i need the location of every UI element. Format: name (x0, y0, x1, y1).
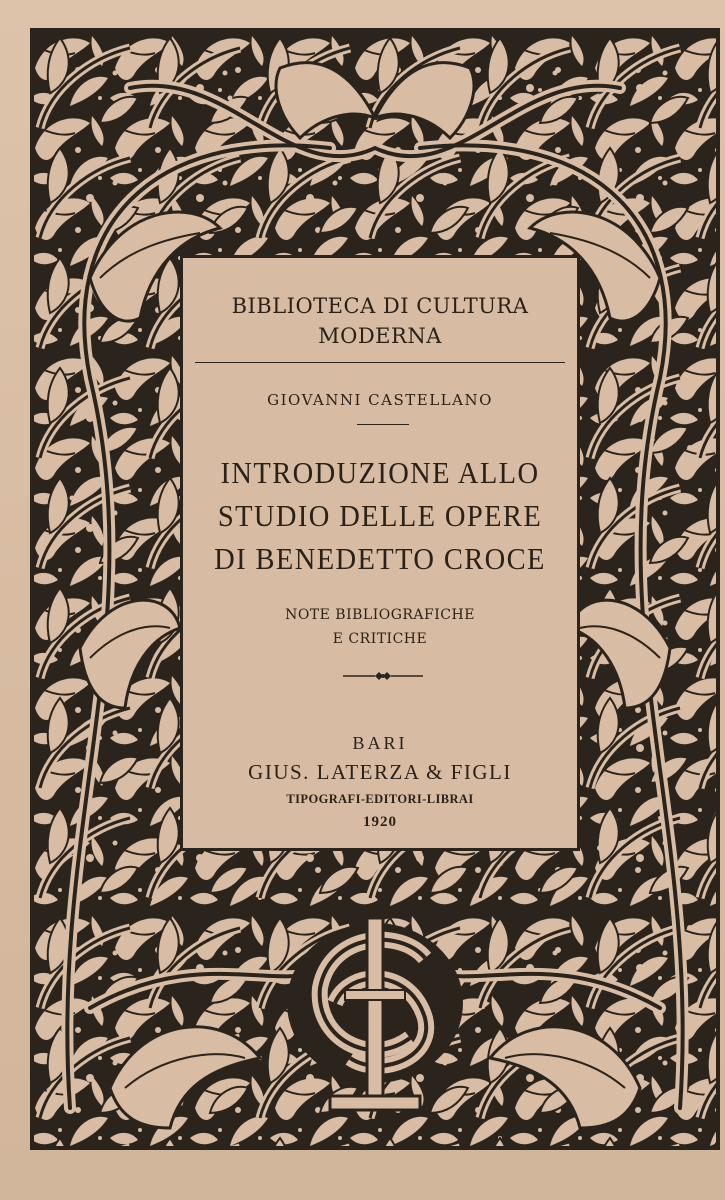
horizontal-rule (195, 362, 565, 363)
publication-city: BARI (352, 733, 408, 753)
series-title-line-1: BIBLIOTECA DI CULTURA (231, 294, 529, 318)
book-title (206, 451, 554, 580)
book-subtitle-line-1: NOTE BIBLIOGRAFICHE (285, 607, 475, 623)
short-rule (357, 424, 409, 425)
book-title-line-2: STUDIO DELLE OPERE (217, 498, 543, 533)
publication-year: 1920 (363, 814, 397, 830)
book-title-line-3: DI BENEDETTO CROCE (214, 541, 546, 576)
title-panel (180, 255, 580, 851)
publisher-description: TIPOGRAFI-EDITORI-LIBRAI (286, 792, 474, 806)
book-subtitle (191, 603, 569, 651)
series-title-line-2: MODERNA (318, 324, 442, 348)
author-name: GIOVANNI CASTELLANO (267, 391, 493, 409)
ornamental-divider-icon (341, 669, 425, 683)
book-subtitle-line-2: E CRITICHE (332, 631, 428, 647)
book-title-line-1: INTRODUZIONE ALLO (220, 455, 540, 490)
series-title (191, 291, 569, 351)
publisher-name: GIUS. LATERZA & FIGLI (248, 760, 512, 784)
